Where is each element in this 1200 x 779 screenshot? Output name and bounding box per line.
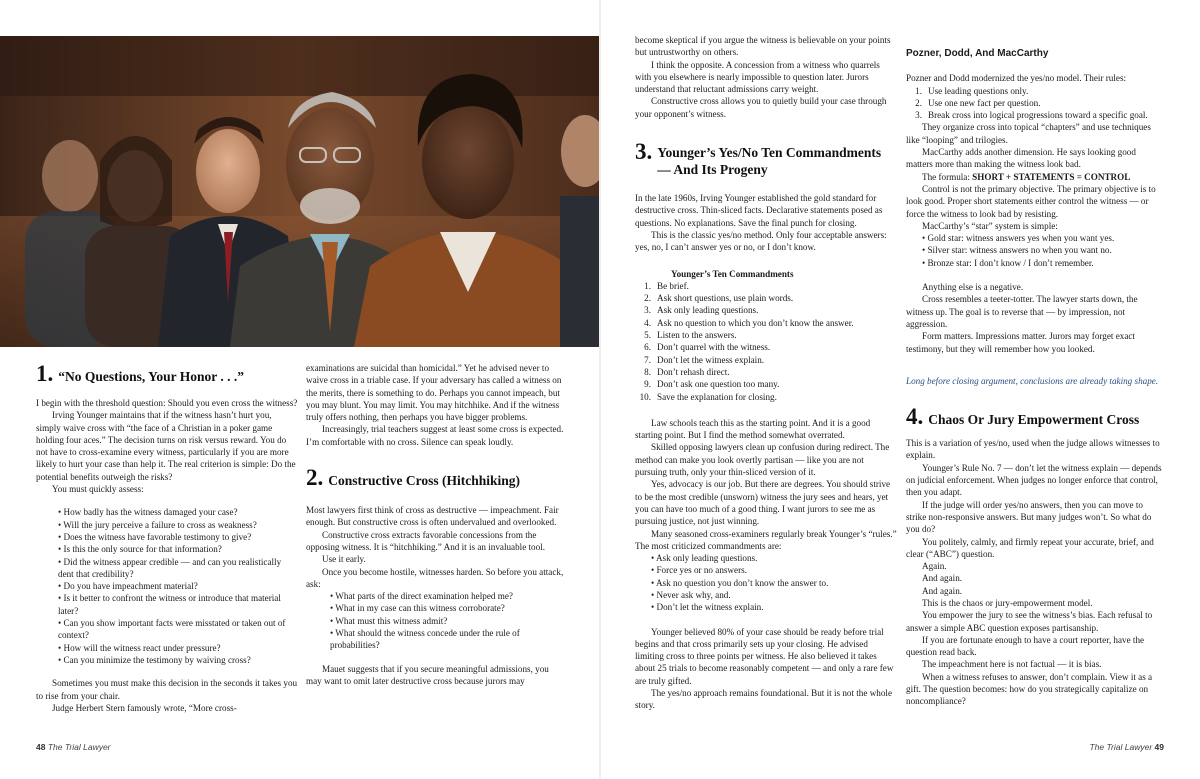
paragraph: Control is not the primary objective. The primary objective is to look good. Proper short statements either control the witness — or force the witness to look bad by resisting. bbox=[906, 183, 1156, 219]
assessment-list bbox=[36, 506, 298, 666]
section-1-heading bbox=[36, 362, 298, 386]
column-1 bbox=[36, 362, 298, 714]
paragraph: Constructive cross allows you to quietly build your case through your opponent’s witness. bbox=[635, 96, 887, 119]
list-text: Don’t quarrel with the witness. bbox=[657, 342, 771, 353]
paragraph: The impeachment here is not factual — it is bias. bbox=[922, 659, 1102, 670]
section-2-number: 2. bbox=[306, 465, 324, 491]
paragraph: Pozner and Dodd modernized the yes/no model. Their rules: bbox=[906, 73, 1127, 84]
star-system-list bbox=[906, 232, 1164, 269]
list-number: 1. bbox=[915, 85, 922, 96]
list-number: 5. bbox=[644, 330, 651, 341]
column-3 bbox=[635, 34, 897, 712]
list-number: 9. bbox=[644, 379, 651, 390]
list-item bbox=[635, 280, 897, 292]
list-item: • Bronze star: I don’t know / I don’t remember. bbox=[922, 257, 1094, 268]
paragraph: Yes, advocacy is our job. But there are degrees. You should strive to be the most credible (unsworn) witness the jury sees and hears, yet you can have too much of a good thing. I want jurors to see me as pursuing justice, not just winning. bbox=[635, 479, 891, 527]
list-item: • What in my case can this witness corroborate? bbox=[330, 603, 505, 614]
list-item bbox=[635, 329, 897, 341]
list-item: • Does the witness have favorable testimony to give? bbox=[58, 531, 252, 542]
list-item bbox=[635, 304, 897, 316]
paragraph: Use it early. bbox=[322, 554, 366, 565]
list-item bbox=[906, 85, 1164, 97]
paragraph: Judge Herbert Stern famously wrote, “More cross- bbox=[52, 702, 237, 713]
list-item bbox=[635, 391, 897, 403]
page-number: 49 bbox=[1154, 742, 1164, 752]
paragraph: MacCarthy adds another dimension. He says looking good matters more than making the witness look bad. bbox=[906, 147, 1136, 170]
list-item bbox=[635, 366, 897, 378]
section-1-title: “No Questions, Your Honor . . .” bbox=[58, 369, 245, 384]
list-item: • How badly has the witness damaged your case? bbox=[58, 507, 238, 518]
paragraph: Increasingly, trial teachers suggest at least some cross is expected. I’m comfortable with no cross. Silence can speak loudly. bbox=[306, 424, 564, 447]
list-text: Listen to the answers. bbox=[657, 330, 737, 341]
list-item: • Force yes or no answers. bbox=[651, 565, 747, 576]
paragraph: And again. bbox=[922, 573, 963, 584]
list-text: Don’t ask one question too many. bbox=[657, 379, 780, 390]
list-item: • Is it better to confront the witness or introduce that material later? bbox=[58, 593, 281, 616]
list-item bbox=[635, 341, 897, 353]
list-number: 7. bbox=[644, 354, 651, 365]
section-1-number: 1. bbox=[36, 361, 54, 386]
section-4-title: Chaos Or Jury Empowerment Cross bbox=[928, 412, 1140, 428]
courtroom-jury-photo-icon bbox=[0, 36, 600, 347]
criticized-commandments-list bbox=[635, 552, 897, 613]
paragraph: Most lawyers first think of cross as destructive — impeachment. Fair enough. But constructive cross is often undervalued and overlooked. bbox=[306, 505, 559, 528]
list-text: Don’t rehash direct. bbox=[657, 366, 730, 377]
list-item bbox=[635, 378, 897, 390]
paragraph: When a witness refuses to answer, don’t complain. View it as a gift. The question becomes: how do you strategically capitalize on noncompliance? bbox=[906, 671, 1153, 707]
commandments-list bbox=[635, 280, 897, 403]
paragraph: Constructive cross extracts favorable concessions from the opposing witness. It is “hitchhiking.” And it is an invaluable tool. bbox=[306, 529, 546, 552]
section-2-heading bbox=[306, 466, 566, 490]
list-item: • Can you minimize the testimony by waiving cross? bbox=[58, 654, 251, 665]
paragraph: Anything else is a negative. bbox=[922, 282, 1024, 293]
paragraph: examinations are suicidal than homicidal.” Yet he advised never to waive cross in a triable case. If your adversary has called a witness on the merits, there is something to do. Perhaps you cannot impeach, but you may blunt. You may limit. You may hitchhike. And if the witness truly offers nothing, then perhaps you have bigger problems. bbox=[306, 363, 562, 423]
column-2 bbox=[306, 362, 566, 687]
list-number: 6. bbox=[644, 342, 651, 353]
section-3-heading bbox=[635, 140, 897, 178]
list-text: Be brief. bbox=[657, 280, 689, 291]
paragraph: You empower the jury to see the witness’s bias. Each refusal to answer a simple ABC question exposes partisanship. bbox=[906, 610, 1153, 633]
paragraph: You must quickly assess: bbox=[52, 484, 144, 495]
subhead: Pozner, Dodd, And MacCarthy bbox=[906, 48, 1049, 59]
pull-quote: Long before closing argument, conclusions are already taking shape. bbox=[906, 375, 1159, 386]
paragraph: This is the classic yes/no method. Only four acceptable answers: yes, no, I can’t answer yes or no, or I don’t know. bbox=[635, 229, 887, 253]
list-item: • Did the witness appear credible — and can you realistically dent that credibility? bbox=[58, 556, 282, 579]
magazine-name: The Trial Lawyer bbox=[47, 742, 111, 752]
list-text: Ask no question to which you don’t know the answer. bbox=[657, 317, 854, 328]
right-page bbox=[600, 0, 1200, 779]
list-item: • Ask only leading questions. bbox=[651, 553, 758, 564]
list-item: • Do you have impeachment material? bbox=[58, 581, 198, 592]
paragraph: Sometimes you must make this decision in the seconds it takes you to rise from your chair. bbox=[36, 678, 298, 701]
constructive-questions-list bbox=[306, 590, 566, 651]
column-4 bbox=[906, 48, 1164, 708]
paragraph: If you are fortunate enough to have a court reporter, have the question read back. bbox=[906, 634, 1145, 658]
commandments-title: Younger’s Ten Commandments bbox=[671, 268, 794, 279]
paragraph: This is a variation of yes/no, used when the judge allows witnesses to explain. bbox=[906, 438, 1160, 461]
list-item: • Never ask why, and. bbox=[651, 589, 731, 600]
list-item: • Ask no question you don’t know the answer to. bbox=[651, 577, 829, 588]
paragraph: Many seasoned cross-examiners regularly break Younger’s “rules.” The most criticized commandments are: bbox=[635, 528, 897, 551]
list-text: Ask short questions, use plain words. bbox=[657, 293, 794, 304]
list-item: • Gold star: witness answers yes when you want yes. bbox=[922, 233, 1115, 244]
section-3-title: Younger’s Yes/No Ten Commandments — And Its Progeny bbox=[657, 145, 882, 178]
paragraph: Once you become hostile, witnesses harden. So before you attack, ask: bbox=[306, 566, 564, 589]
formula-label: The formula: bbox=[922, 171, 973, 182]
list-item: • Can you show important facts were misstated or taken out of context? bbox=[58, 618, 286, 641]
paragraph: Irving Younger maintains that if the witness hasn’t hurt you, simply waive cross with “the face of a Christian in a poker game holding four aces.” The decision turns on risk versus reward. You do not have to cross-examine every witness, particularly if you are more likely to hurt your case than help it. The real criterion is simple: Do the potential benefits outweigh the risks? bbox=[36, 410, 296, 482]
list-number: 2. bbox=[915, 97, 922, 108]
paragraph: The yes/no approach remains foundational. But it is not the whole story. bbox=[635, 688, 892, 711]
formula: SHORT + STATEMENTS = CONTROL bbox=[972, 171, 1131, 182]
list-number: 10. bbox=[639, 391, 651, 402]
section-4-number: 4. bbox=[906, 404, 924, 430]
list-item: • How will the witness react under pressure? bbox=[58, 642, 221, 653]
list-item bbox=[906, 109, 1164, 121]
list-number: 4. bbox=[644, 317, 651, 328]
pozner-rules-list bbox=[906, 85, 1164, 122]
list-text: Use one new fact per question. bbox=[928, 97, 1041, 108]
paragraph: Again. bbox=[922, 561, 947, 572]
list-item bbox=[635, 317, 897, 329]
paragraph: You politely, calmly, and firmly repeat your accurate, brief, and clear (“ABC”) question. bbox=[906, 536, 1154, 559]
section-4-heading bbox=[906, 405, 1164, 429]
paragraph: And again. bbox=[922, 585, 963, 596]
formula-line bbox=[906, 171, 1164, 183]
section-3-number: 3. bbox=[635, 139, 653, 165]
list-item: • What parts of the direct examination helped me? bbox=[330, 591, 513, 602]
list-text: Ask only leading questions. bbox=[657, 305, 759, 316]
paragraph: become skeptical if you argue the witness is believable on your points but untrustworthy on others. bbox=[635, 35, 891, 58]
paragraph: Cross resembles a teeter-totter. The lawyer starts down, the witness up. The goal is to reverse that — by impression, not aggression. bbox=[906, 294, 1138, 329]
list-text: Break cross into logical progressions toward a specific goal. bbox=[928, 110, 1148, 121]
list-number: 8. bbox=[644, 366, 651, 377]
list-item: • Silver star: witness answers no when you want no. bbox=[922, 245, 1112, 256]
list-item bbox=[635, 354, 897, 366]
list-item bbox=[635, 292, 897, 304]
list-item: • What should the witness concede under the rule of probabilities? bbox=[330, 628, 520, 651]
paragraph: Mauet suggests that if you secure meaningful admissions, you may want to omit later destructive cross because jurors may bbox=[306, 663, 549, 686]
list-item: • Don’t let the witness explain. bbox=[651, 602, 764, 613]
list-number: 2. bbox=[644, 293, 651, 304]
paragraph: If the judge will order yes/no answers, then you can move to strike non-responsive answers. But many judges won’t. So what do you do? bbox=[906, 499, 1152, 535]
list-number: 1. bbox=[644, 280, 651, 291]
paragraph: This is the chaos or jury-empowerment model. bbox=[922, 597, 1093, 608]
page-number: 48 bbox=[36, 742, 46, 752]
list-item: • Will the jury perceive a failure to cross as weakness? bbox=[58, 519, 257, 530]
list-text: Use leading questions only. bbox=[928, 85, 1029, 96]
list-text: Don’t let the witness explain. bbox=[657, 354, 765, 365]
paragraph: Younger’s Rule No. 7 — don’t let the witness explain — depends on judicial enforcement. When judges no longer enforce that control, then you adapt. bbox=[906, 462, 1162, 498]
paragraph: In the late 1960s, Irving Younger established the gold standard for destructive cross. Thin-sliced facts. Declarative statements posed as questions. No explanations. Save the final punch for closing. bbox=[635, 193, 883, 228]
paragraph: Younger believed 80% of your case should be ready before trial begins and that cross primarily sets up your closing. He advised limiting cross to three points per witness. He also believed it takes about 25 trials to become reasonably competent — and only a rare few are truly gifted. bbox=[635, 626, 894, 686]
paragraph: They organize cross into topical “chapters” and use techniques like “looping” and trilogies. bbox=[906, 122, 1151, 145]
section-2-title: Constructive Cross (Hitchhiking) bbox=[328, 473, 521, 489]
left-footer bbox=[36, 742, 111, 752]
list-number: 3. bbox=[644, 305, 651, 316]
list-text: Save the explanation for closing. bbox=[657, 391, 777, 402]
paragraph: I think the opposite. A concession from a witness who quarrels with you elsewhere is nearly impossible to question later. Jurors understand that reluctant admissions carry weight. bbox=[635, 59, 880, 95]
right-footer bbox=[1089, 742, 1164, 752]
list-number: 3. bbox=[915, 110, 922, 121]
list-item bbox=[906, 97, 1164, 109]
list-item: • What must this witness admit? bbox=[330, 615, 448, 626]
paragraph: Law schools teach this as the starting point. And it is a good starting point. But I find the method somewhat overrated. bbox=[635, 417, 871, 441]
paragraph: Skilled opposing lawyers clean up confusion during redirect. The method can make you look overtly partisan — like you are not pursuing truth, only your thin-sliced version of it. bbox=[635, 442, 890, 478]
magazine-name: The Trial Lawyer bbox=[1089, 742, 1153, 752]
courtroom-photo bbox=[0, 36, 600, 347]
list-item: • Is this the only source for that information? bbox=[58, 544, 222, 555]
paragraph: Form matters. Impressions matter. Jurors may forget exact testimony, but they will remember how you looked. bbox=[906, 331, 1135, 354]
paragraph: I begin with the threshold question: Should you even cross the witness? bbox=[36, 398, 298, 408]
paragraph: MacCarthy’s “star” system is simple: bbox=[922, 220, 1058, 231]
